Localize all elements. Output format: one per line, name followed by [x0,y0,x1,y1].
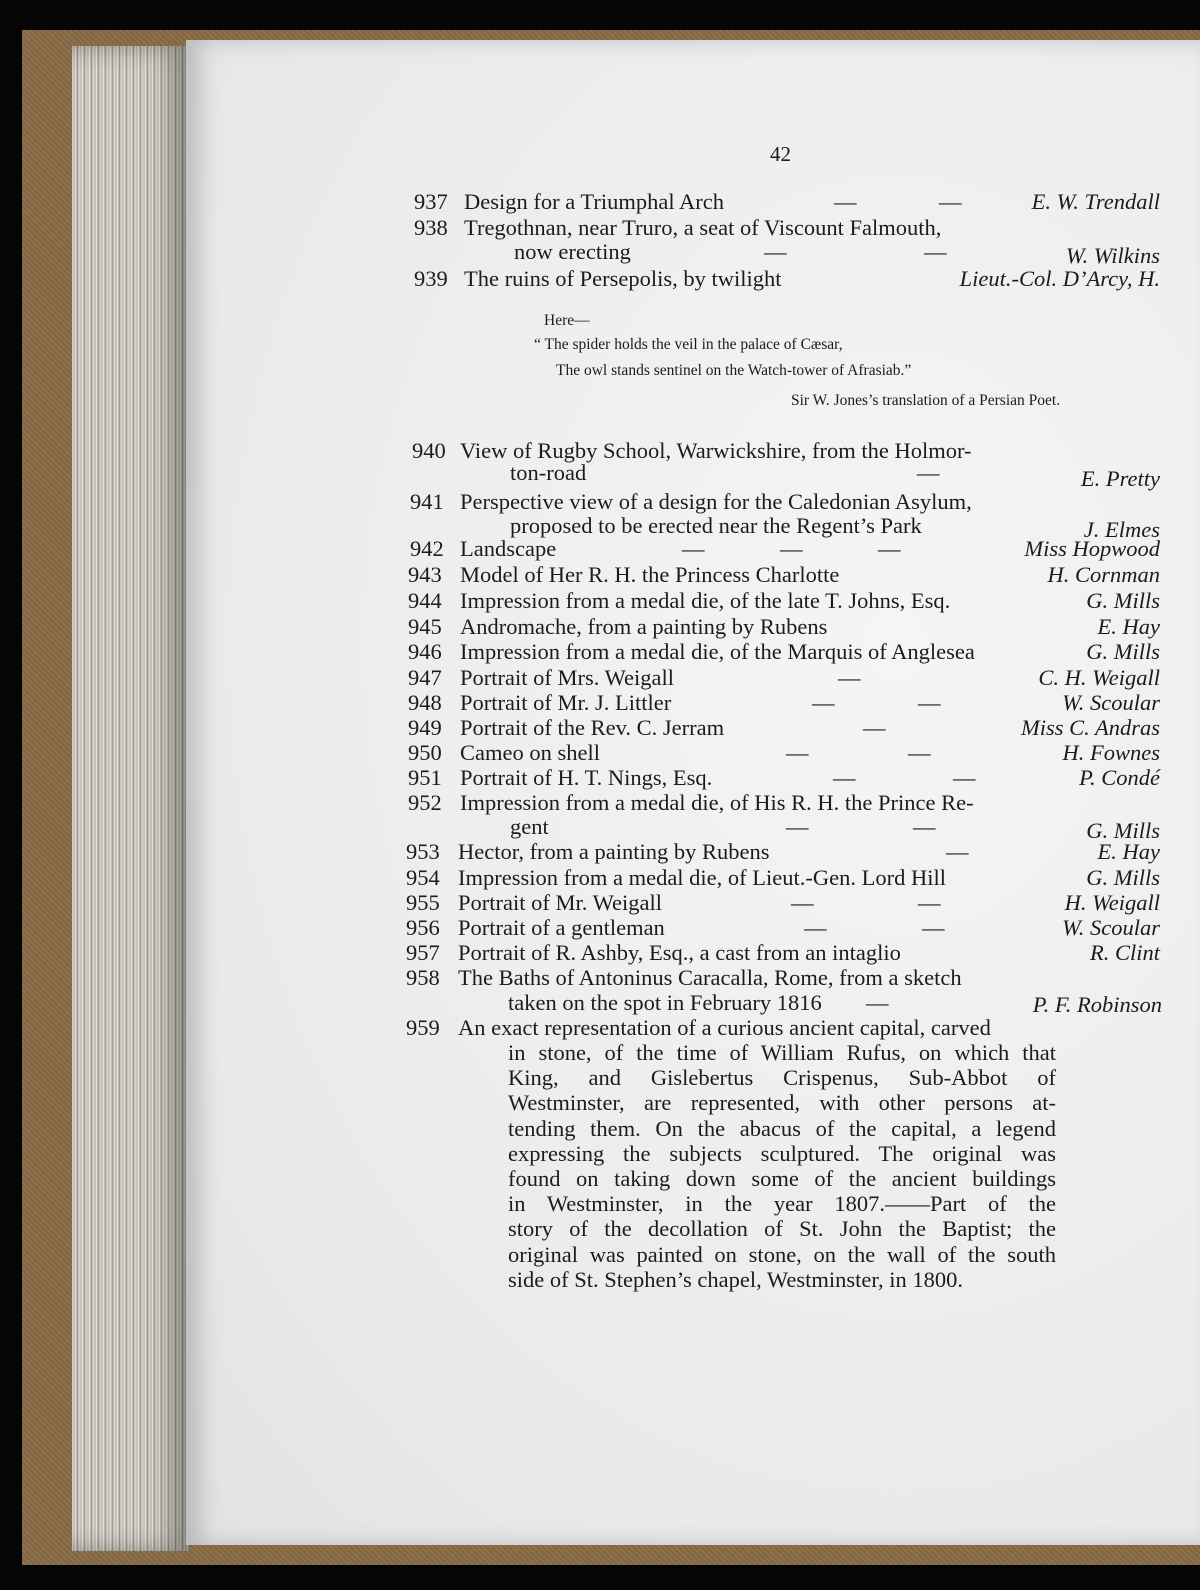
entry-title: Impression from a medal die, of Lieut.-Gen. Lord Hill [458,865,946,890]
description-line: story of the decollation of St. John the Baptist; the [508,1216,1056,1242]
dash: — [812,690,835,715]
entry-title-continued: taken on the spot in February 1816 [508,990,822,1015]
dash: — [764,239,787,264]
entry-number: 938 [414,215,448,240]
entry-title: Portrait of the Rev. C. Jerram [460,715,725,740]
entry-title: Landscape [460,536,557,561]
entry-title: The ruins of Persepolis, by twilight [464,266,782,291]
entry-number: 950 [408,740,442,765]
entry-artist: H. Fownes [1062,740,1160,765]
entry-number: 945 [408,614,442,639]
entry-940 [412,438,1160,491]
dash: — [939,189,962,214]
dash: — [833,765,856,790]
entry-artist: P. F. Robinson [1032,992,1162,1017]
entry-number: 943 [408,562,442,587]
entry-artist: H. Cornman [1047,562,1160,587]
entry-number: 956 [406,915,440,940]
entry-number: 949 [408,715,442,740]
dash: — [863,715,886,740]
entry-number: 947 [408,665,442,690]
entry-title: Model of Her R. H. the Princess Charlotte [460,562,840,587]
entry-artist: E. Hay [1097,614,1160,639]
description-line: in Westminster, in the year 1807.——Part of the [508,1191,1056,1217]
dash: — [682,536,705,561]
entry-title: Portrait of Mr. Weigall [458,890,662,915]
dash: — [834,189,857,214]
entry-artist: E. W. Trendall [1031,189,1160,214]
entry-938 [414,215,1160,268]
entry-number: 942 [410,536,444,561]
entry-number: 940 [412,438,446,463]
entry-artist: G. Mills [1086,818,1160,843]
entry-number: 959 [406,1015,440,1040]
entry-title: Portrait of H. T. Nings, Esq. [460,765,713,790]
dash: — [913,814,936,839]
entry-artist: Miss C. Andras [1021,715,1160,740]
entry-title: Impression from a medal die, of the Marquis of Anglesea [460,639,975,664]
entry-title: View of Rugby School, Warwickshire, from the Holmor- [460,438,972,463]
entry-title: Impression from a medal die, of His R. H. the Prince Re- [460,790,974,815]
entry-title: The Baths of Antoninus Caracalla, Rome, from a sketch [458,965,962,990]
entry-title-continued: ton-road [510,460,587,485]
entry-number: 937 [414,189,448,214]
entry-number: 955 [406,890,440,915]
dash: — [786,740,809,765]
dash: — [922,915,945,940]
dash: — [786,814,809,839]
entry-artist: J. Elmes [1083,517,1160,542]
entry-artist: C. H. Weigall [1038,665,1160,690]
entry-title: Portrait of a gentleman [458,915,665,940]
quote-line: “ The spider holds the veil in the palace of Cæsar, [534,336,843,353]
entry-artist: P. Condé [1079,765,1160,790]
entry-number: 939 [414,266,448,291]
entry-952 [408,790,1160,842]
page-number: 42 [770,142,791,166]
entry-number: 958 [406,965,440,990]
entry-number: 952 [408,790,442,815]
dash: — [804,915,827,940]
entry-941 [410,489,1160,542]
description-line: King, and Gislebertus Crispenus, Sub-Abbot of [508,1065,1056,1091]
entry-title: Impression from a medal die, of the late T. Johns, Esq. [460,588,951,613]
description-line: Westminster, are represented, with other persons at- [508,1090,1056,1116]
entry-artist: W. Scoular [1062,915,1160,940]
description-line: side of St. Stephen’s chapel, Westminster, in 1800. [508,1266,963,1292]
dash: — [791,890,814,915]
entry-title: Design for a Triumphal Arch [464,189,724,214]
entry-959-description [508,1040,1056,1292]
entry-number: 953 [406,839,440,864]
entry-artist: G. Mills [1086,639,1160,664]
quote-intro: Here— [544,312,590,329]
entry-number: 948 [408,690,442,715]
entry-title-continued: gent [510,814,549,839]
dash: — [924,239,947,264]
dash: — [946,839,969,864]
entry-title: Perspective view of a design for the Caledonian Asylum, [460,489,972,514]
entry-artist: G. Mills [1086,865,1160,890]
description-line: in stone, of the time of William Rufus, on which that [508,1040,1056,1065]
entry-title: Tregothnan, near Truro, a seat of Viscount Falmouth, [464,215,942,240]
entry-number: 941 [410,489,444,514]
dash: — [866,990,889,1015]
description-line: original was painted on stone, on the wall of the south [508,1241,1056,1267]
entry-artist: E. Pretty [1080,466,1160,491]
dash: — [953,765,976,790]
entry-title: An exact representation of a curious ancient capital, carved [458,1015,991,1040]
entry-artist: H. Weigall [1064,890,1160,915]
entry-number: 954 [406,865,440,890]
entry-title: Portrait of R. Ashby, Esq., a cast from an intaglio [458,940,901,965]
entry-artist: Lieut.-Col. D’Arcy, H. [959,266,1160,291]
description-line: found on taking down some of the ancient buildings [508,1166,1056,1192]
dash: — [918,890,941,915]
quote-attribution: Sir W. Jones’s translation of a Persian Poet. [791,392,1061,409]
entry-artist: R. Clint [1089,940,1160,965]
dash: — [878,536,901,561]
quote-line: The owl stands sentinel on the Watch-tower of Afrasiab.” [556,362,912,379]
catalogue-page [186,40,1200,1545]
entry-artist: W. Wilkins [1065,243,1160,268]
entry-title-continued: now erecting [514,239,631,264]
page-edges [72,46,190,1551]
entry-title-continued: proposed to be erected near the Regent’s Park [510,513,922,538]
entry-number: 957 [406,940,440,965]
dash: — [918,690,941,715]
dash: — [908,740,931,765]
description-line: tending them. On the abacus of the capital, a legend [508,1115,1056,1141]
dash: — [917,460,940,485]
entry-title: Hector, from a painting by Rubens [458,839,770,864]
entry-artist: G. Mills [1086,588,1160,613]
entry-number: 944 [408,588,442,613]
description-line: expressing the subjects sculptured. The original was [508,1140,1056,1166]
entry-artist: W. Scoular [1062,690,1160,715]
entry-artist: Miss Hopwood [1024,536,1160,561]
dash: — [838,665,861,690]
entry-title: Cameo on shell [460,740,600,765]
entry-number: 951 [408,765,442,790]
entry-artist: E. Hay [1097,839,1160,864]
entry-title: Portrait of Mr. J. Littler [460,690,672,715]
entry-title: Andromache, from a painting by Rubens [460,614,828,639]
entry-958 [406,965,1162,1017]
entry-title: Portrait of Mrs. Weigall [460,665,674,690]
dash: — [780,536,803,561]
entry-number: 946 [408,639,442,664]
